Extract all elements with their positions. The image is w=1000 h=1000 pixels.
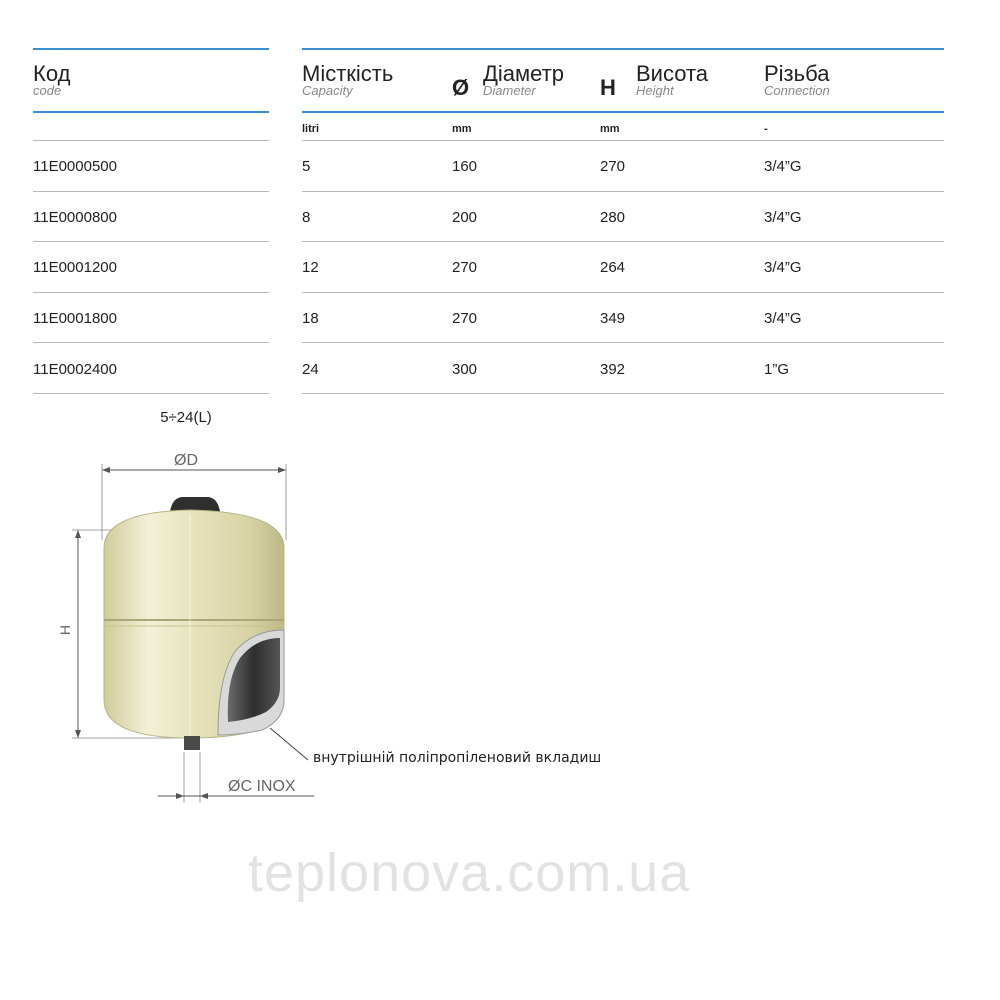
unit-diameter: mm (452, 123, 472, 135)
cell-code: 11E0001200 (33, 259, 117, 276)
range-label: 5÷24(L) (160, 409, 212, 426)
cell-height: 264 (600, 259, 626, 276)
cell-height: 280 (600, 209, 626, 226)
arrow-icon (200, 793, 208, 799)
height-symbol: H (600, 75, 616, 100)
row-separator (33, 241, 269, 242)
cell-code: 11E0000800 (33, 209, 117, 226)
header-bottom-line-right (302, 111, 944, 113)
row-separator (302, 191, 944, 192)
unit-height: mm (600, 123, 620, 135)
cell-code: 11E0002400 (33, 361, 117, 378)
cell-connection: 3/4”G (764, 158, 802, 175)
cell-height: 349 (600, 310, 626, 327)
row-separator (302, 140, 944, 141)
tank-drawing (0, 409, 640, 810)
header-connection-subtitle: Connection (764, 83, 830, 98)
header-height-title: Висота (636, 61, 709, 86)
watermark: teplonova.com.ua (248, 843, 691, 903)
cell-capacity: 12 (302, 259, 319, 276)
header-capacity-subtitle: Capacity (302, 83, 353, 98)
row-separator (302, 292, 944, 293)
header-connection-title: Різьба (764, 61, 830, 86)
connection-label: ØC INOX (228, 778, 296, 795)
liner-leader-line (270, 728, 308, 760)
cell-height: 270 (600, 158, 626, 175)
header-top-line-right (302, 48, 944, 50)
height-label: H (57, 624, 73, 636)
bottom-connector (184, 736, 200, 750)
header-top-line-left (33, 48, 269, 50)
row-separator (33, 292, 269, 293)
diameter-label: ØD (174, 452, 198, 469)
diameter-symbol: Ø (452, 75, 470, 100)
header-diameter-subtitle: Diameter (483, 83, 536, 98)
arrow-icon (75, 730, 81, 738)
liner-label: внутрішній поліпропіленовий вкладиш (313, 750, 602, 766)
cell-diameter: 270 (452, 310, 478, 327)
cell-capacity: 5 (302, 158, 311, 175)
arrow-icon (75, 530, 81, 538)
header-bottom-line-left (33, 111, 269, 113)
row-separator (33, 342, 269, 343)
cell-diameter: 270 (452, 259, 478, 276)
cell-code: 11E0000500 (33, 158, 117, 175)
cell-connection: 3/4”G (764, 310, 802, 327)
header-height (636, 62, 708, 97)
cell-connection: 1”G (764, 361, 790, 378)
row-separator (302, 393, 944, 394)
header-connection (764, 62, 830, 97)
header-diameter-title: Діаметр (483, 61, 564, 86)
row-separator (302, 342, 944, 343)
arrow-icon (176, 793, 184, 799)
header-diameter (483, 62, 564, 97)
row-separator (33, 140, 269, 141)
cell-connection: 3/4”G (764, 209, 802, 226)
arrow-icon (102, 467, 110, 473)
cell-code: 11E0001800 (33, 310, 117, 327)
cell-diameter: 160 (452, 158, 478, 175)
row-separator (33, 191, 269, 192)
arrow-icon (278, 467, 286, 473)
header-code (33, 62, 70, 97)
row-separator (33, 393, 269, 394)
header-capacity (302, 62, 393, 97)
cell-height: 392 (600, 361, 626, 378)
header-capacity-title: Місткість (302, 61, 394, 86)
unit-connection: - (764, 123, 768, 135)
header-code-subtitle: code (33, 83, 62, 98)
cell-diameter: 300 (452, 361, 478, 378)
row-separator (302, 241, 944, 242)
cell-diameter: 200 (452, 209, 478, 226)
cell-capacity: 24 (302, 361, 319, 378)
cell-capacity: 8 (302, 209, 311, 226)
header-height-subtitle: Height (636, 83, 674, 98)
unit-capacity: litri (302, 123, 320, 135)
cell-connection: 3/4”G (764, 259, 802, 276)
header-code-title: Код (33, 61, 71, 86)
cell-capacity: 18 (302, 310, 319, 327)
